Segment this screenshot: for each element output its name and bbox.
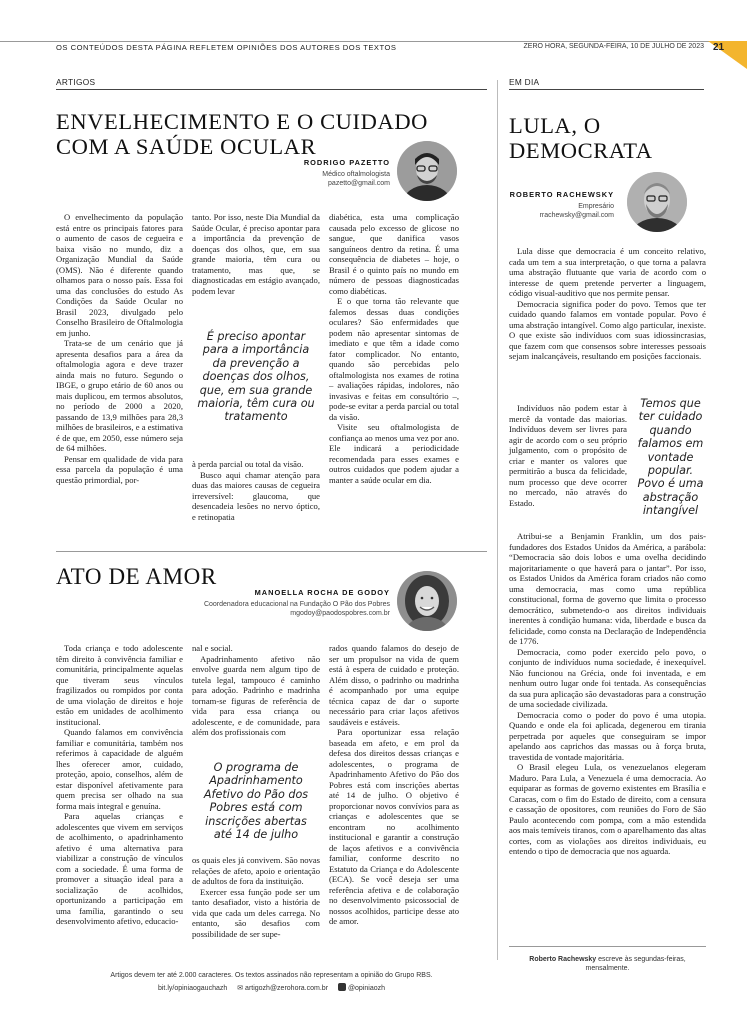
article1-col1: O envelhecimento da população está entre os principais fatores para o aumento de casos de cegueira e baixa visão no mundo, diz a Organização Mundial da Saúde (OMS). Não é diferente quando olhamos para o nosso país. Essa foi uma das conclusões do estudo As Condições da Saúde Ocular no Brasil 2023, divulgado pelo Conselho Brasileiro de Oftalmologia em junho. Trata-se de um cenário que já apresenta desafios para a área da oftalmologia agora e deve trazer ainda mais no futuro. Segundo o IBGE, o grupo etário de 60 anos ou mais duplicou, em termos absolutos, no período de 2000 a 2020, passando de 13,9 milhões para 28,3 milhões de brasileiros, e a estimativa é de que, em 2050, esse número seja de 64 milhões. Pensar em qualidade de vida para essa parcela da população é uma questão primordial, por- [56, 212, 183, 485]
signoff-rule [509, 946, 706, 947]
signoff-name: Roberto Rachewsky [529, 956, 597, 963]
article2-author: MANOELLA ROCHA DE GODOY [254, 588, 390, 597]
article1-byline [280, 158, 390, 188]
footer-email[interactable]: artigozh@zerohora.com.br [245, 985, 329, 992]
article2-role: Coordenadora educacional na Fundação O Pão dos Pobres [203, 601, 390, 608]
article2-pullquote: O programa de Apadrinhamento Afetivo do Pão dos Pobres está com inscrições abertas até 14 de julho [203, 761, 309, 842]
article3-author-photo [627, 172, 687, 232]
article1-email: pazetto@gmail.com [328, 180, 390, 187]
article3-role: Empresário [578, 203, 614, 210]
article1-author: RODRIGO PAZETTO [303, 158, 390, 167]
article1-col3: diabética, esta uma complicação causada pelo excesso de glicose no sangue, que danifica vasos sanguíneos dentro da retina. É uma consequência de diabetes – hoje, o Brasil é o quinto país no mundo em número de pessoas diagnosticadas como diabéticas. E o que torna tão relevante que falemos dessas duas condições oculares? São enfermidades que podem não apresentar sintomas de imediato e que têm a idade como fator complicador. No entanto, quando são percebidas pelo oftalmologista nos exames de rotina – avaliações rápidas, indolores, não invasivas e feitas em consultório –, pode-se evitar a perda parcial ou total da visão. Visite seu oftalmologista de confiança ao menos uma vez por ano. Ele indicará a periodicidade recomendada para esses exames e outros cuidados que podem ajudar a manter a saúde ocular em dia. [329, 212, 459, 485]
page-number: 21 [713, 42, 725, 53]
article1-col2-top: tanto. Por isso, neste Dia Mundial da Saúde Ocular, é preciso apontar para a importância da prevenção de doenças dos olhos, que, em sua grande maioria, têm cura ou tratamento, mas que, se diagnosticadas em estágio avançado, podem levar [192, 212, 320, 296]
article1-col2-bottom: à perda parcial ou total da visão. Busco aqui chamar atenção para duas das maiores causas de cegueira irreversível: glaucoma, que desencadeia lesões no nervo óptico, e retinopatia [192, 459, 320, 522]
column-divider [497, 80, 498, 960]
article1-author-photo [397, 141, 457, 201]
article3-pullquote: Temos que ter cuidado quando falamos em vontade popular. Povo é uma abstração intangível [637, 397, 704, 518]
article3-intro: Lula disse que democracia é um conceito relativo, cada um tem a sua interpretação, o que torna a palavra uma abstração flutuante que varia de acordo com o interesse de quem pretende perverter a linguagem, código visual-auditivo que nos permite pensar. Democracia significa poder do povo. Temos que ter cuidado quando falamos em vontade popular. Povo é uma abstração intangível. Como algo particular, inexiste. O que existe são indivíduos com suas idiossincrasias, que fazem com que consensos sobre interesses pessoais sejam inalcançáveis, resultando em posições faccionais. [509, 246, 706, 361]
article3-signoff [509, 955, 706, 973]
footer-links [56, 983, 487, 992]
article2-byline [200, 588, 390, 618]
top-rule [0, 41, 747, 42]
section-artigos: ARTIGOS [56, 77, 96, 87]
article2-col1: Toda criança e todo adolescente têm direito à convivência familiar e comunitária, principalmente aquelas que tiveram seus vínculos fragilizados ou rompidos por conta de uma violação de direitos e hoje estão em unidades de acolhimento institucional. Quando falamos em convivência familiar e comunitária, também nos referimos à capacidade de alguém lhes oferecer amor, cuidado, proteção, apoio, conselhos, além de estar disponível afetivamente para quem precisa ser olhado na sua forma mais integral e genuína. Para aquelas crianças e adolescentes que vivem em serviços de acolhimento, o apadrinhamento afetivo é uma alternativa para viabilizar a construção de vínculos com a sociedade. É uma forma de promover a situação ideal para a socialização de acolhidos, oportunizando a participação em uma família, garantindo o seu desenvolvimento afetivo, educacio- [56, 643, 183, 926]
article2-title: ATO DE AMOR [56, 564, 217, 589]
mail-icon: ✉ [237, 985, 244, 992]
article3-title: LULA, O DEMOCRATA [509, 113, 653, 163]
section-rule-left [56, 89, 487, 90]
article3-narrow: Indivíduos não podem estar à mercê da vontade das maiorias. Indivíduos devem ser livres para agir de acordo com o seu próprio julgamento, com o propósito de criar e manter os valores que permitirão a busca da felicidade, num processo que deve ocorrer no mercado, não através do Estado. [509, 403, 627, 508]
signoff-text: escreve às segundas-feiras, mensalmente. [585, 956, 686, 972]
article1-role: Médico oftalmologista [322, 171, 390, 178]
article2-author-photo [397, 571, 457, 631]
section-rule-right [509, 89, 704, 90]
article2-col2-top: nal e social. Apadrinhamento afetivo não envolve guarda nem algum tipo de tutela legal, tampouco é caminho para adoção. Padrinho e madrinha tornam-se figuras de referência de vida para essa criança ou adolescente, e de comunidade, para além dos profissionais com [192, 643, 320, 737]
section-em-dia: EM DIA [509, 77, 540, 87]
page-disclaimer: OS CONTEÚDOS DESTA PÁGINA REFLETEM OPINIÕES DOS AUTORES DOS TEXTOS [56, 43, 397, 52]
article3-rest: Atribui-se a Benjamin Franklin, um dos pais-fundadores dos Estados Unidos da América, a parábola: “Democracia são dois lobos e uma ovelha decidindo majoritariamente o que haverá para o jantar”. Por isso, os Estados Unidos da América foram criados não como uma democracia, mas como uma república constitucional, forma de governo que limita o processo democrático, submetendo-o aos direitos individuais inerentes à condição humana: vida, liberdade e busca da felicidade, como consta na Declaração de Independência de 1776. Democracia, como poder exercido pelo povo, o conjunto de indivíduos numa sociedade, é inexequível. Não funcionou na Grécia, onde foi inventada, e em nenhum outro lugar onde foi tentada. As consequências da sua pura aplicação são devastadoras para a construção de uma sociedade civilizada. Democracia como o poder do povo é uma utopia. Quando e onde ela foi aplicada, degenerou em tirania perpetrada por aqueles que conseguiram se impor apelando aos caprichos das massas ou à força bruta, travestida de vontade majoritária. O Brasil elegeu Lula, os venezuelanos elegeram Maduro. Para Lula, a Venezuela é uma democracia. Ao equiparar as formas de governo existentes em Brasília e Caracas, com o fim do Estado de direito, com a censura e cassação de opositores, com reuniões do Foro de São Paulo acontecendo com pompa, com a mão estendida aos mais temíveis tiranos, com o aparelhamento das altas cortes, com as violações aos direitos individuais, eu entendo o tipo de democracia que nos aguarda. [509, 531, 706, 856]
article2-col2-bottom: os quais eles já convivem. São novas relações de afeto, apoio e orientação de adultos de fora da instituição. Exercer essa função pode ser um tanto desafiador, visto a história de vida que cada um deles carrega. No entanto, são desafios com possibilidade de ser supe- [192, 855, 320, 939]
article1-pullquote: É preciso apontar para a importância da prevenção a doenças dos olhos, que, em sua grande maioria, têm cura ou tratamento [197, 330, 315, 424]
article3-email: rrachewsky@gmail.com [539, 212, 614, 219]
footer-note: Artigos devem ter até 2.000 caracteres. Os textos assinados não representam a opinião do Grupo RBS. [110, 972, 433, 979]
article-divider [56, 551, 487, 552]
article3-author: ROBERTO RACHEWSKY [509, 190, 614, 199]
page-date: ZERO HORA, SEGUNDA-FEIRA, 10 DE JULHO DE 2023 [523, 43, 704, 50]
article2-email: mgodoy@paodospobres.com.br [290, 610, 390, 617]
footer-link[interactable]: bit.ly/opiniaogauchazh [157, 985, 228, 992]
article1-title: ENVELHECIMENTO E O CUIDADO COM A SAÚDE OCULAR [56, 109, 429, 159]
social-icon [338, 983, 346, 991]
footer-social[interactable]: @opiniaozh [347, 985, 386, 992]
article3-byline [508, 190, 614, 220]
article2-col3: rados quando falamos do desejo de ser um propulsor na vida de quem está à espera de cuidado e proteção. Além disso, o padrinho ou madrinha é acompanhado por uma equipe técnica capaz de dar o suporte necessário para criar laços afetivos saudáveis e estáveis. Para oportunizar essa relação baseada em afeto, e em prol da defesa dos direitos dessas crianças e adolescentes, o programa de Apadrinhamento Afetivo do Pão dos Pobres está com inscrições abertas até 14 de julho. O objetivo é proporcionar novos convívios para as crianças e adolescentes que se encontram no acolhimento institucional e garantir a construção de laços afetivos e a convivência familiar, conforme descrito no Estatuto da Criança e do Adolescente (ECA). Se você deseja ser uma referência afetiva e de colaboração no desenvolvimento psicossocial de nossos acolhidos, participe desse ato de amor. [329, 643, 459, 926]
